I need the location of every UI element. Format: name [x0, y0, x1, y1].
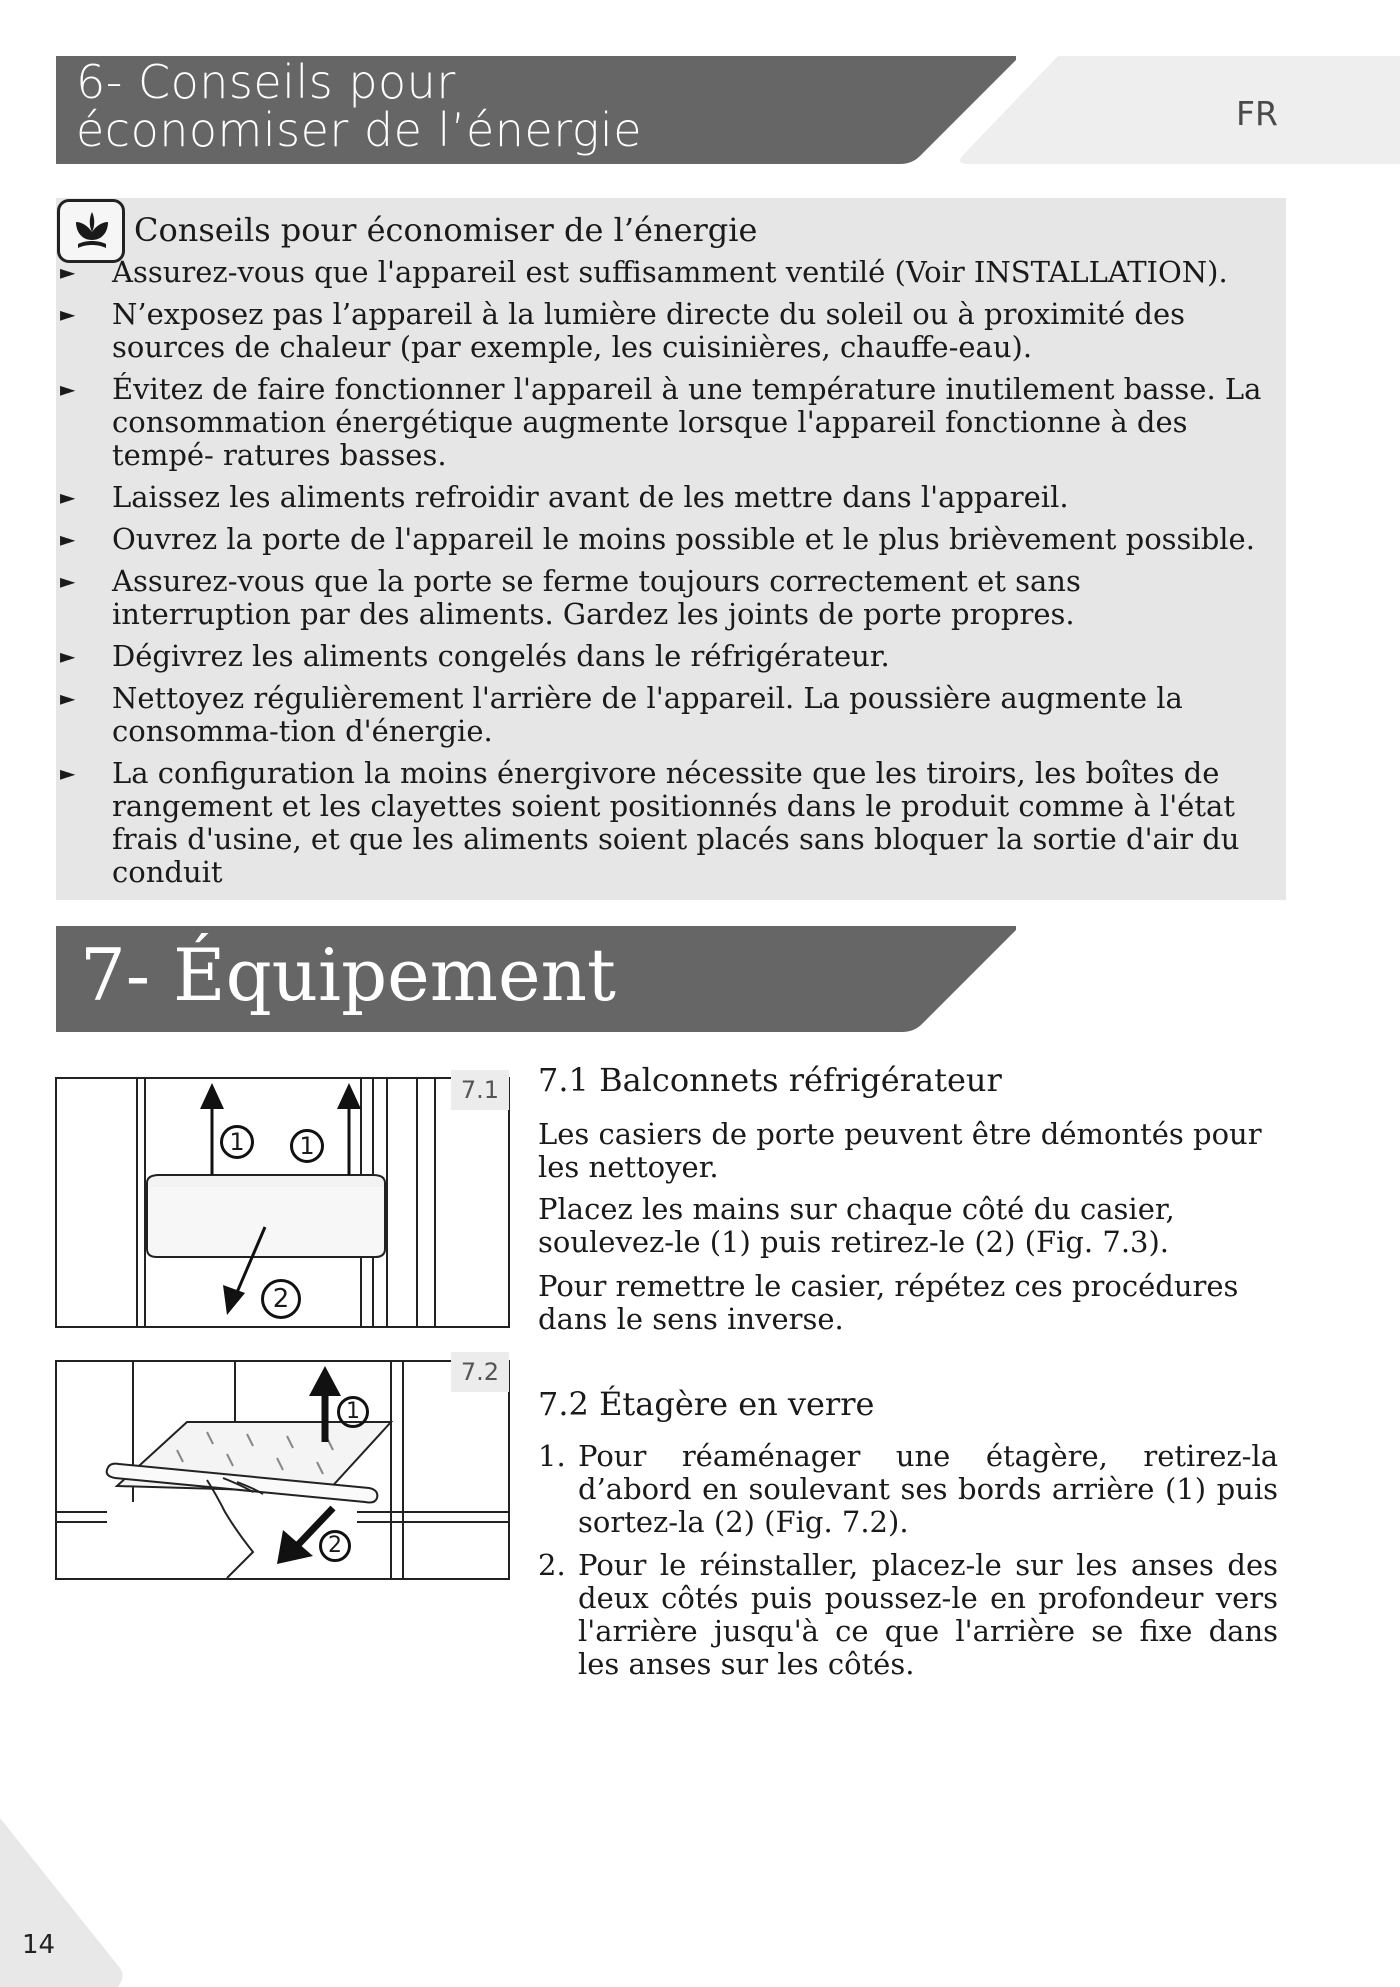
tip-text: Nettoyez régulièrement l'arrière de l'appareil. La poussière augmente la consomma-tion d'énergie. [112, 681, 1183, 748]
bullet-icon: ► [60, 377, 76, 401]
subsection-7-1-title: 7.1 Balconnets réfrigérateur [538, 1061, 1002, 1099]
tip-text: Ouvrez la porte de l'appareil le moins possible et le plus brièvement possible. [112, 522, 1255, 556]
section-7-banner [56, 926, 1020, 1032]
tip-text: N’exposez pas l’appareil à la lumière directe du soleil ou à proximité des sources de chaleur (par exemple, les cuisinières, chauffe-eau). [112, 297, 1185, 364]
tip-item [56, 523, 1286, 556]
subsection-7-1-paragraph: Pour remettre le casier, répétez ces procédures dans le sens inverse. [538, 1269, 1239, 1336]
step-number: 2. [538, 1548, 566, 1582]
tip-text: La configuration la moins énergivore nécessite que les tiroirs, les boîtes de rangement et les clayettes soient positionnés dans le produit comme à l'état frais d'usine, et que les aliments soient placés sans bloquer la sortie d'air du conduit [112, 756, 1240, 889]
marker-1-text: 1 [229, 1128, 245, 1156]
tip-text: Évitez de faire fonctionner l'appareil à une température inutilement basse. La consommation énergétique augmente lorsque l'appareil fonctionne à des tempé- ratures basses. [112, 372, 1262, 472]
figure-7-1-label: 7.1 [451, 1070, 509, 1110]
tip-item [56, 373, 1286, 472]
bullet-icon: ► [60, 302, 76, 326]
tip-text: Laissez les aliments refroidir avant de les mettre dans l'appareil. [112, 480, 1069, 514]
bullet-icon: ► [60, 260, 76, 284]
section-6-banner [56, 56, 1020, 164]
marker-1 [220, 1125, 254, 1159]
tip-text: Assurez-vous que la porte se ferme toujours correctement et sans interruption par des aliments. Gardez les joints de porte propres. [112, 564, 1081, 631]
eco-leaf-icon [57, 199, 125, 263]
step-text: Pour le réinstaller, placez-le sur les anses des deux côtés puis poussez-le en profondeur vers l'arrière jusqu'à ce que l'arrière se fixe dans les anses sur les côtés. [578, 1548, 1278, 1681]
section-6-title [76, 55, 642, 157]
subsection-7-2-steps [538, 1440, 1278, 1691]
marker-2-text: 2 [272, 1284, 290, 1314]
tip-item [56, 682, 1286, 748]
marker-2-text: 2 [328, 1533, 342, 1558]
language-label: FR [1236, 94, 1278, 133]
step-text: Pour réaménager une étagère, retirez-la d’abord en soulevant ses bords arrière (1) puis sortez-la (2) (Fig. 7.2). [578, 1439, 1278, 1539]
tip-item [56, 640, 1286, 673]
tip-item [56, 757, 1286, 889]
tip-item [56, 565, 1286, 631]
subsection-7-2-title: 7.2 Étagère en verre [538, 1385, 875, 1423]
section-7-title: 7- Équipement [80, 933, 616, 1017]
section-6-title-line1: 6- Conseils pour [76, 55, 456, 109]
step-item [538, 1440, 1278, 1539]
page-number: 14 [22, 1930, 56, 1960]
language-tab-shape [950, 56, 1400, 164]
marker-1-text: 1 [346, 1399, 360, 1424]
language-tab [950, 56, 1400, 164]
bullet-icon: ► [60, 761, 76, 785]
subsection-7-1-paragraph: Les casiers de porte peuvent être démontés pour les nettoyer. [538, 1117, 1262, 1184]
marker-2 [319, 1530, 351, 1562]
marker-1 [290, 1129, 324, 1163]
bullet-icon: ► [60, 569, 76, 593]
tip-text: Dégivrez les aliments congelés dans le réfrigérateur. [112, 639, 890, 673]
bullet-icon: ► [60, 644, 76, 668]
tip-text: Assurez-vous que l'appareil est suffisamment ventilé (Voir INSTALLATION). [112, 255, 1228, 289]
marker-2 [261, 1279, 301, 1319]
section-6-title-line2: économiser de l’énergie [76, 103, 642, 157]
figure-7-2-label: 7.2 [451, 1352, 509, 1392]
tip-item [56, 481, 1286, 514]
tips-heading: Conseils pour économiser de l’énergie [134, 211, 758, 249]
tip-item [56, 298, 1286, 364]
bullet-icon: ► [60, 686, 76, 710]
page-corner-shape [0, 1818, 130, 1987]
marker-1-text: 1 [299, 1132, 315, 1160]
marker-1 [337, 1396, 369, 1428]
energy-tips-box [56, 198, 1286, 900]
step-number: 1. [538, 1439, 566, 1473]
tips-list [56, 256, 1286, 898]
bullet-icon: ► [60, 527, 76, 551]
subsection-7-1-paragraph: Placez les mains sur chaque côté du casier, soulevez-le (1) puis retirez-le (2) (Fig. 7.3). [538, 1192, 1175, 1259]
bullet-icon: ► [60, 485, 76, 509]
figure-glass-shelf [55, 1360, 510, 1580]
step-item [538, 1549, 1278, 1681]
glass-shelf-illustration [57, 1362, 508, 1578]
tip-item [56, 256, 1286, 289]
figure-door-balcony [55, 1077, 510, 1328]
